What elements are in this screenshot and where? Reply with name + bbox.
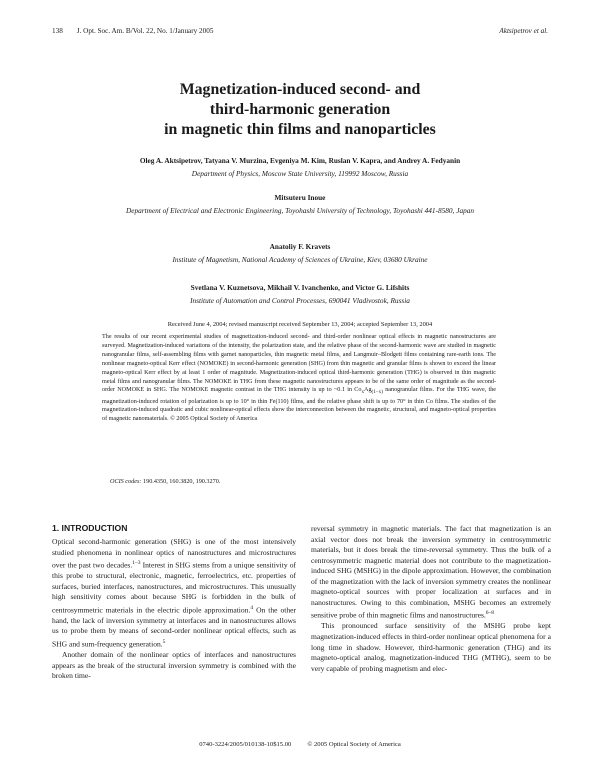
abstract-text: nanogranular films. For the THG wave, the magnetization-induced rotation of polarization is up to 10° in thin Fe(110) films, and the relative phase shift is up to 70° in thin Co films. The studies of the magnetization-induced quadratic and cubic nonlinear-optical effects show the interconnection between the magnetic, structural, and magneto-optical properties of magnetic nanomaterials. © 2005 Optical Society of America (102, 387, 496, 423)
abstract-text: Ag (364, 387, 372, 394)
author-affiliation: Department of Electrical and Electronic Engineering, Toyohashi University of Technology, Toyohashi 441-8580, Japan (125, 205, 475, 215)
author-group-4 (60, 283, 540, 306)
paragraph (311, 524, 551, 621)
body-text: On the other hand, the lack of inversion symmetry at interfaces and in nanostructures allows us to probe them by means of second-order nonlinear optical effects, such as SHG and sum-frequency generation. (52, 605, 296, 649)
footer-copyright: © 2005 Optical Society of America (307, 741, 401, 748)
ocis-codes (110, 478, 220, 485)
abstract (102, 333, 496, 424)
reference-mark: 4 (250, 604, 254, 611)
section-heading: 1. INTRODUCTION (52, 523, 128, 533)
paragraph: Another domain of the nonlinear optics of interfaces and nanostructures appears as the break of the structural inversion symmetry is combined with the broken time- (52, 650, 296, 681)
footer-code: 0740-3224/2005/010138-10$15.00 (199, 741, 292, 748)
abstract-subscript: (1−x) (371, 389, 383, 396)
reference-mark: 1–3 (132, 560, 141, 567)
title-line-1: Magnetization-induced second- and (179, 81, 421, 98)
reference-mark: 5 (162, 638, 166, 645)
author-names: Svetlana V. Kuznetsova, Mikhail V. Ivanchenko, and Victor G. Lifshits (190, 283, 410, 292)
author-names: Oleg A. Aktsipetrov, Tatyana V. Murzina, Evgeniya M. Kim, Ruslan V. Kapra, and Andrey A. Fedyanin (139, 156, 461, 165)
author-group-3 (60, 242, 540, 265)
page-number: 138 (52, 27, 63, 35)
left-column (52, 537, 296, 682)
body-text: Interest in SHG stems from a unique sensitivity of this probe to structural, electronic, magnetic, ferroelectrics, etc. properties of surfaces, buried interfaces, nanostructures, and microstructures. This unusually high sensitivity comes about because SHG is forbidden in the bulk of centrosymmetric materials in the electric dipole approximation. (52, 560, 296, 615)
paper-title (40, 80, 560, 140)
author-group-2 (60, 193, 540, 216)
page-footer (0, 741, 600, 748)
author-affiliation: Institute of Magnetism, National Academy of Sciences of Ukraine, Kiev, 03680 Ukraine (172, 254, 428, 264)
running-head (52, 27, 548, 35)
paragraph: This pronounced surface sensitivity of the MSHG probe kept magnetization-induced effects in third-order nonlinear optical phenomena for a long time in shadow. However, third-harmonic generation (THG) and its magneto-optical analog, magnetization-induced THG (MTHG), seem to be very capable of probing magnetism and elec- (311, 621, 551, 673)
author-names: Anatoliy F. Kravets (269, 242, 331, 251)
reference-mark: 6–8 (485, 610, 495, 617)
received-dates: Received June 4, 2004; revised manuscript received September 13, 2004; accepted September 13, 2004 (167, 321, 433, 328)
running-head-left (52, 27, 227, 35)
journal-citation: J. Opt. Soc. Am. B/Vol. 22, No. 1/January 2005 (76, 27, 214, 35)
author-names: Mitsuteru Inoue (274, 193, 326, 202)
body-text: reversal symmetry in magnetic materials. The fact that magnetization is an axial vector does not break the inversion symmetry in centrosymmetric materials, but it does break the time-reversal symmetry. Thus the bulk of a centrosymmetric magnetic material does not contribute to the magnetization-induced SHG (MSHG) in the dipole approximation. However, the combination of the magnetization with the lack of inversion symmetry creates the nonlinear magneto-optical sources with proper localization at surfaces and in nanostructures. Owing to this combination, MSHG becomes an extremely sensitive probe of thin magnetic films and nanostructures. (311, 524, 551, 620)
abstract-text: The results of our recent experimental studies of magnetization-induced second- and third-order nonlinear optical effects in magnetic nanostructures are surveyed. Magnetization-induced variations of the intensity, the polarization state, and the relative phase of the second-harmonic wave are studied in magnetic nanogranular films, self-assembling films with garnet nanoparticles, thin magnetic metal films, and Langmuir–Blodgett films containing rare-earth ions. The nonlinear magneto-optical Kerr effect (NOMOKE) in second-harmonic generation (SHG) from thin magnetic and granular films is shown to exceed the linear magneto-optical Kerr effect by at least 1 order of magnitude. Magnetization-induced optical third-harmonic generation (THG) is observed in thin magnetic metal films and nanogranular films. The NOMOKE in THG from these magnetic nanostructures appears to be of the same order of magnitude as the second-order NOMOKE in SHG. The NOMOKE magnetic contrast in the THG intensity is up to ~0.1 in Co (102, 334, 496, 394)
title-line-3: in magnetic thin films and nanoparticles (164, 121, 436, 138)
right-column (311, 524, 551, 674)
running-head-author: Aktsipetrov et al. (499, 27, 548, 35)
title-line-2: third-harmonic generation (209, 101, 391, 118)
abstract-subscript: x (361, 389, 365, 396)
body-text: Optical second-harmonic generation (SHG) is one of the most intensively studied phenomena in nonlinear optics of nanostructures and microstructures over the past two decades. (52, 537, 296, 570)
author-affiliation: Institute of Automation and Control Processes, 690041 Vladivostok, Russia (190, 295, 410, 305)
author-affiliation: Department of Physics, Moscow State University, 119992 Moscow, Russia (191, 168, 409, 178)
paragraph (52, 537, 296, 650)
ocis-values: 190.4350, 160.3820, 190.3270. (143, 478, 221, 485)
author-group-1 (60, 156, 540, 179)
ocis-label: OCIS codes: (110, 478, 142, 485)
